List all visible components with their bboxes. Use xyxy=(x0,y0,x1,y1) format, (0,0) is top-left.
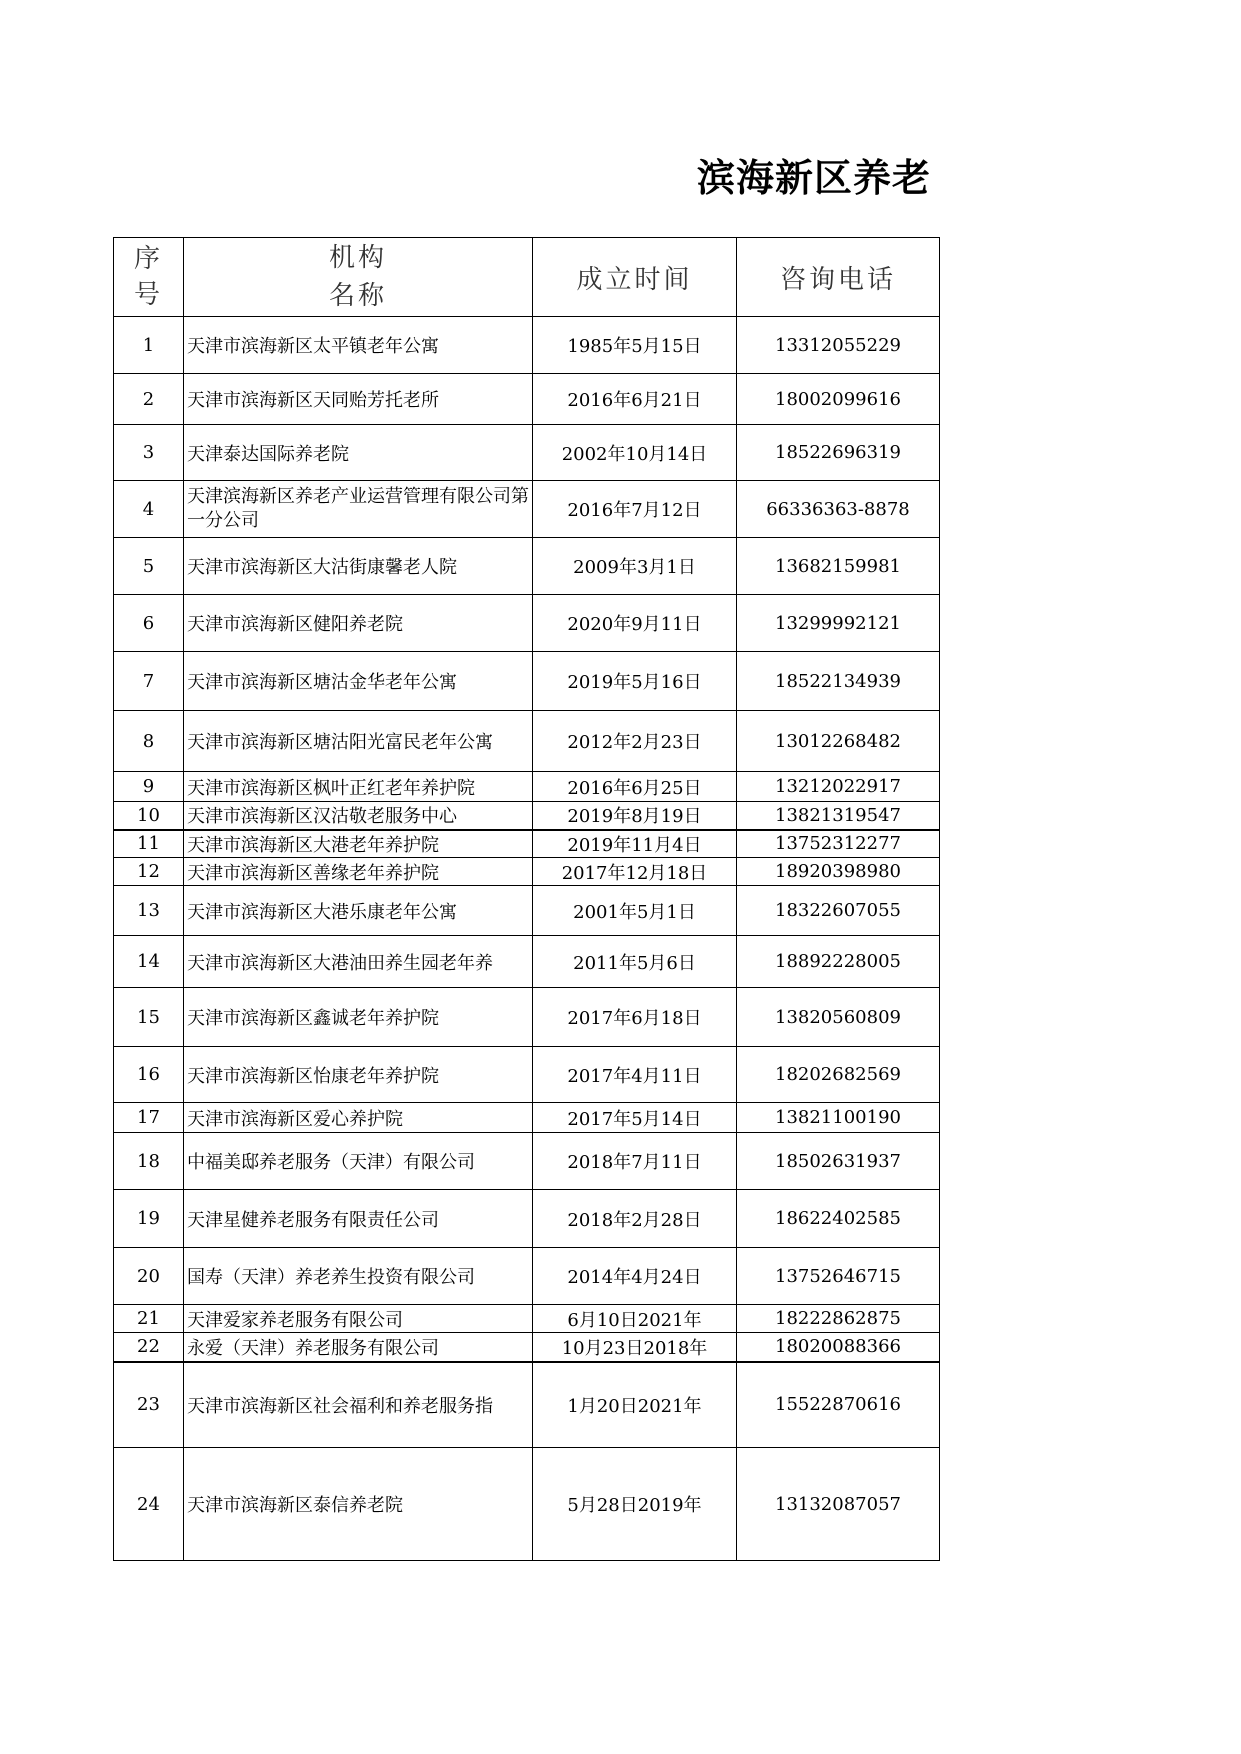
row-phone: 18202682569 xyxy=(737,1047,940,1103)
table-row xyxy=(114,936,940,988)
row-phone: 13820560809 xyxy=(737,988,940,1047)
row-index: 8 xyxy=(114,711,184,772)
row-index: 11 xyxy=(114,830,184,858)
row-date: 2017年5月14日 xyxy=(533,1103,737,1133)
table-row xyxy=(114,1333,940,1362)
row-name: 天津市滨海新区大港老年养护院 xyxy=(184,830,533,858)
table-row xyxy=(114,1133,940,1190)
institution-table xyxy=(113,237,940,1561)
row-name: 天津市滨海新区泰信养老院 xyxy=(184,1448,533,1561)
row-date: 2019年8月19日 xyxy=(533,802,737,830)
table-row xyxy=(114,988,940,1047)
row-name: 天津市滨海新区社会福利和养老服务指 xyxy=(184,1362,533,1448)
row-name: 天津市滨海新区塘沽金华老年公寓 xyxy=(184,652,533,711)
table-row xyxy=(114,1248,940,1305)
row-phone: 18522134939 xyxy=(737,652,940,711)
row-phone: 13682159981 xyxy=(737,538,940,595)
row-name: 天津市滨海新区汉沽敬老服务中心 xyxy=(184,802,533,830)
table-row xyxy=(114,538,940,595)
row-name: 天津市滨海新区大沽街康馨老人院 xyxy=(184,538,533,595)
row-date: 2019年11月4日 xyxy=(533,830,737,858)
row-name: 天津市滨海新区枫叶正红老年养护院 xyxy=(184,772,533,802)
row-phone: 18222862875 xyxy=(737,1305,940,1333)
row-index: 7 xyxy=(114,652,184,711)
row-index: 21 xyxy=(114,1305,184,1333)
row-date: 2016年6月21日 xyxy=(533,374,737,425)
table-row xyxy=(114,1448,940,1561)
row-phone: 18020088366 xyxy=(737,1333,940,1362)
row-name: 天津市滨海新区太平镇老年公寓 xyxy=(184,317,533,374)
row-index: 1 xyxy=(114,317,184,374)
row-phone: 18622402585 xyxy=(737,1190,940,1248)
row-index: 15 xyxy=(114,988,184,1047)
table-row xyxy=(114,1047,940,1103)
row-phone: 66336363-8878 xyxy=(737,481,940,538)
row-phone: 18892228005 xyxy=(737,936,940,988)
row-phone: 13312055229 xyxy=(737,317,940,374)
row-index: 3 xyxy=(114,425,184,481)
table-row xyxy=(114,711,940,772)
row-date: 10月23日2018年 xyxy=(533,1333,737,1362)
row-name: 天津市滨海新区爱心养护院 xyxy=(184,1103,533,1133)
row-name: 天津市滨海新区天同贻芳托老所 xyxy=(184,374,533,425)
row-index: 17 xyxy=(114,1103,184,1133)
row-date: 1985年5月15日 xyxy=(533,317,737,374)
header-phone: 咨询电话 xyxy=(737,238,940,317)
row-name: 天津市滨海新区健阳养老院 xyxy=(184,595,533,652)
row-index: 18 xyxy=(114,1133,184,1190)
header-index xyxy=(114,238,184,317)
page-title: 滨海新区养老 xyxy=(697,156,932,200)
row-name: 永爱（天津）养老服务有限公司 xyxy=(184,1333,533,1362)
row-phone: 18920398980 xyxy=(737,858,940,886)
table-row xyxy=(114,425,940,481)
row-date: 1月20日2021年 xyxy=(533,1362,737,1448)
row-date: 2011年5月6日 xyxy=(533,936,737,988)
row-index: 2 xyxy=(114,374,184,425)
row-index: 14 xyxy=(114,936,184,988)
header-name-line1: 机构 xyxy=(328,243,387,273)
table-row xyxy=(114,886,940,936)
row-date: 6月10日2021年 xyxy=(533,1305,737,1333)
table-row xyxy=(114,1190,940,1248)
table-row xyxy=(114,652,940,711)
row-name: 天津爱家养老服务有限公司 xyxy=(184,1305,533,1333)
row-index: 16 xyxy=(114,1047,184,1103)
table-row xyxy=(114,772,940,802)
row-date: 2012年2月23日 xyxy=(533,711,737,772)
row-index: 12 xyxy=(114,858,184,886)
row-phone: 13299992121 xyxy=(737,595,940,652)
row-index: 24 xyxy=(114,1448,184,1561)
row-phone: 15522870616 xyxy=(737,1362,940,1448)
row-phone: 13821100190 xyxy=(737,1103,940,1133)
table-row xyxy=(114,481,940,538)
row-phone: 13752646715 xyxy=(737,1248,940,1305)
row-name: 天津市滨海新区鑫诚老年养护院 xyxy=(184,988,533,1047)
row-name: 中福美邸养老服务（天津）有限公司 xyxy=(184,1133,533,1190)
row-date: 2017年6月18日 xyxy=(533,988,737,1047)
table-row xyxy=(114,1362,940,1448)
row-index: 13 xyxy=(114,886,184,936)
row-date: 2014年4月24日 xyxy=(533,1248,737,1305)
row-date: 2020年9月11日 xyxy=(533,595,737,652)
row-name: 天津市滨海新区怡康老年养护院 xyxy=(184,1047,533,1103)
row-index: 10 xyxy=(114,802,184,830)
table-row xyxy=(114,317,940,374)
row-date: 2009年3月1日 xyxy=(533,538,737,595)
row-name: 天津泰达国际养老院 xyxy=(184,425,533,481)
row-date: 2017年12月18日 xyxy=(533,858,737,886)
row-index: 4 xyxy=(114,481,184,538)
row-phone: 13012268482 xyxy=(737,711,940,772)
row-phone: 13212022917 xyxy=(737,772,940,802)
header-index-line1: 序 xyxy=(133,244,163,274)
table-row xyxy=(114,802,940,830)
row-name: 天津市滨海新区大港油田养生园老年养 xyxy=(184,936,533,988)
table-row xyxy=(114,1103,940,1133)
table-row xyxy=(114,858,940,886)
row-date: 2016年7月12日 xyxy=(533,481,737,538)
row-phone: 18522696319 xyxy=(737,425,940,481)
row-name: 天津市滨海新区大港乐康老年公寓 xyxy=(184,886,533,936)
table-row xyxy=(114,830,940,858)
row-name: 天津星健养老服务有限责任公司 xyxy=(184,1190,533,1248)
row-name: 天津滨海新区养老产业运营管理有限公司第一分公司 xyxy=(184,481,533,538)
row-index: 6 xyxy=(114,595,184,652)
row-date: 2016年6月25日 xyxy=(533,772,737,802)
row-phone: 13132087057 xyxy=(737,1448,940,1561)
row-date: 2002年10月14日 xyxy=(533,425,737,481)
row-date: 2018年7月11日 xyxy=(533,1133,737,1190)
row-phone: 18502631937 xyxy=(737,1133,940,1190)
header-date: 成立时间 xyxy=(533,238,737,317)
row-index: 22 xyxy=(114,1333,184,1362)
row-name: 国寿（天津）养老养生投资有限公司 xyxy=(184,1248,533,1305)
row-name: 天津市滨海新区塘沽阳光富民老年公寓 xyxy=(184,711,533,772)
row-index: 23 xyxy=(114,1362,184,1448)
row-date: 2017年4月11日 xyxy=(533,1047,737,1103)
row-phone: 13821319547 xyxy=(737,802,940,830)
header-index-line2: 号 xyxy=(133,280,163,310)
table-header-row xyxy=(114,238,940,317)
table-row xyxy=(114,374,940,425)
row-date: 2001年5月1日 xyxy=(533,886,737,936)
row-date: 5月28日2019年 xyxy=(533,1448,737,1561)
table-row xyxy=(114,1305,940,1333)
row-phone: 18002099616 xyxy=(737,374,940,425)
row-index: 9 xyxy=(114,772,184,802)
row-index: 5 xyxy=(114,538,184,595)
header-name-line2: 名称 xyxy=(328,281,387,311)
row-date: 2019年5月16日 xyxy=(533,652,737,711)
header-name xyxy=(184,238,533,317)
row-date: 2018年2月28日 xyxy=(533,1190,737,1248)
row-index: 20 xyxy=(114,1248,184,1305)
row-phone: 13752312277 xyxy=(737,830,940,858)
row-index: 19 xyxy=(114,1190,184,1248)
table-row xyxy=(114,595,940,652)
row-name: 天津市滨海新区善缘老年养护院 xyxy=(184,858,533,886)
row-phone: 18322607055 xyxy=(737,886,940,936)
